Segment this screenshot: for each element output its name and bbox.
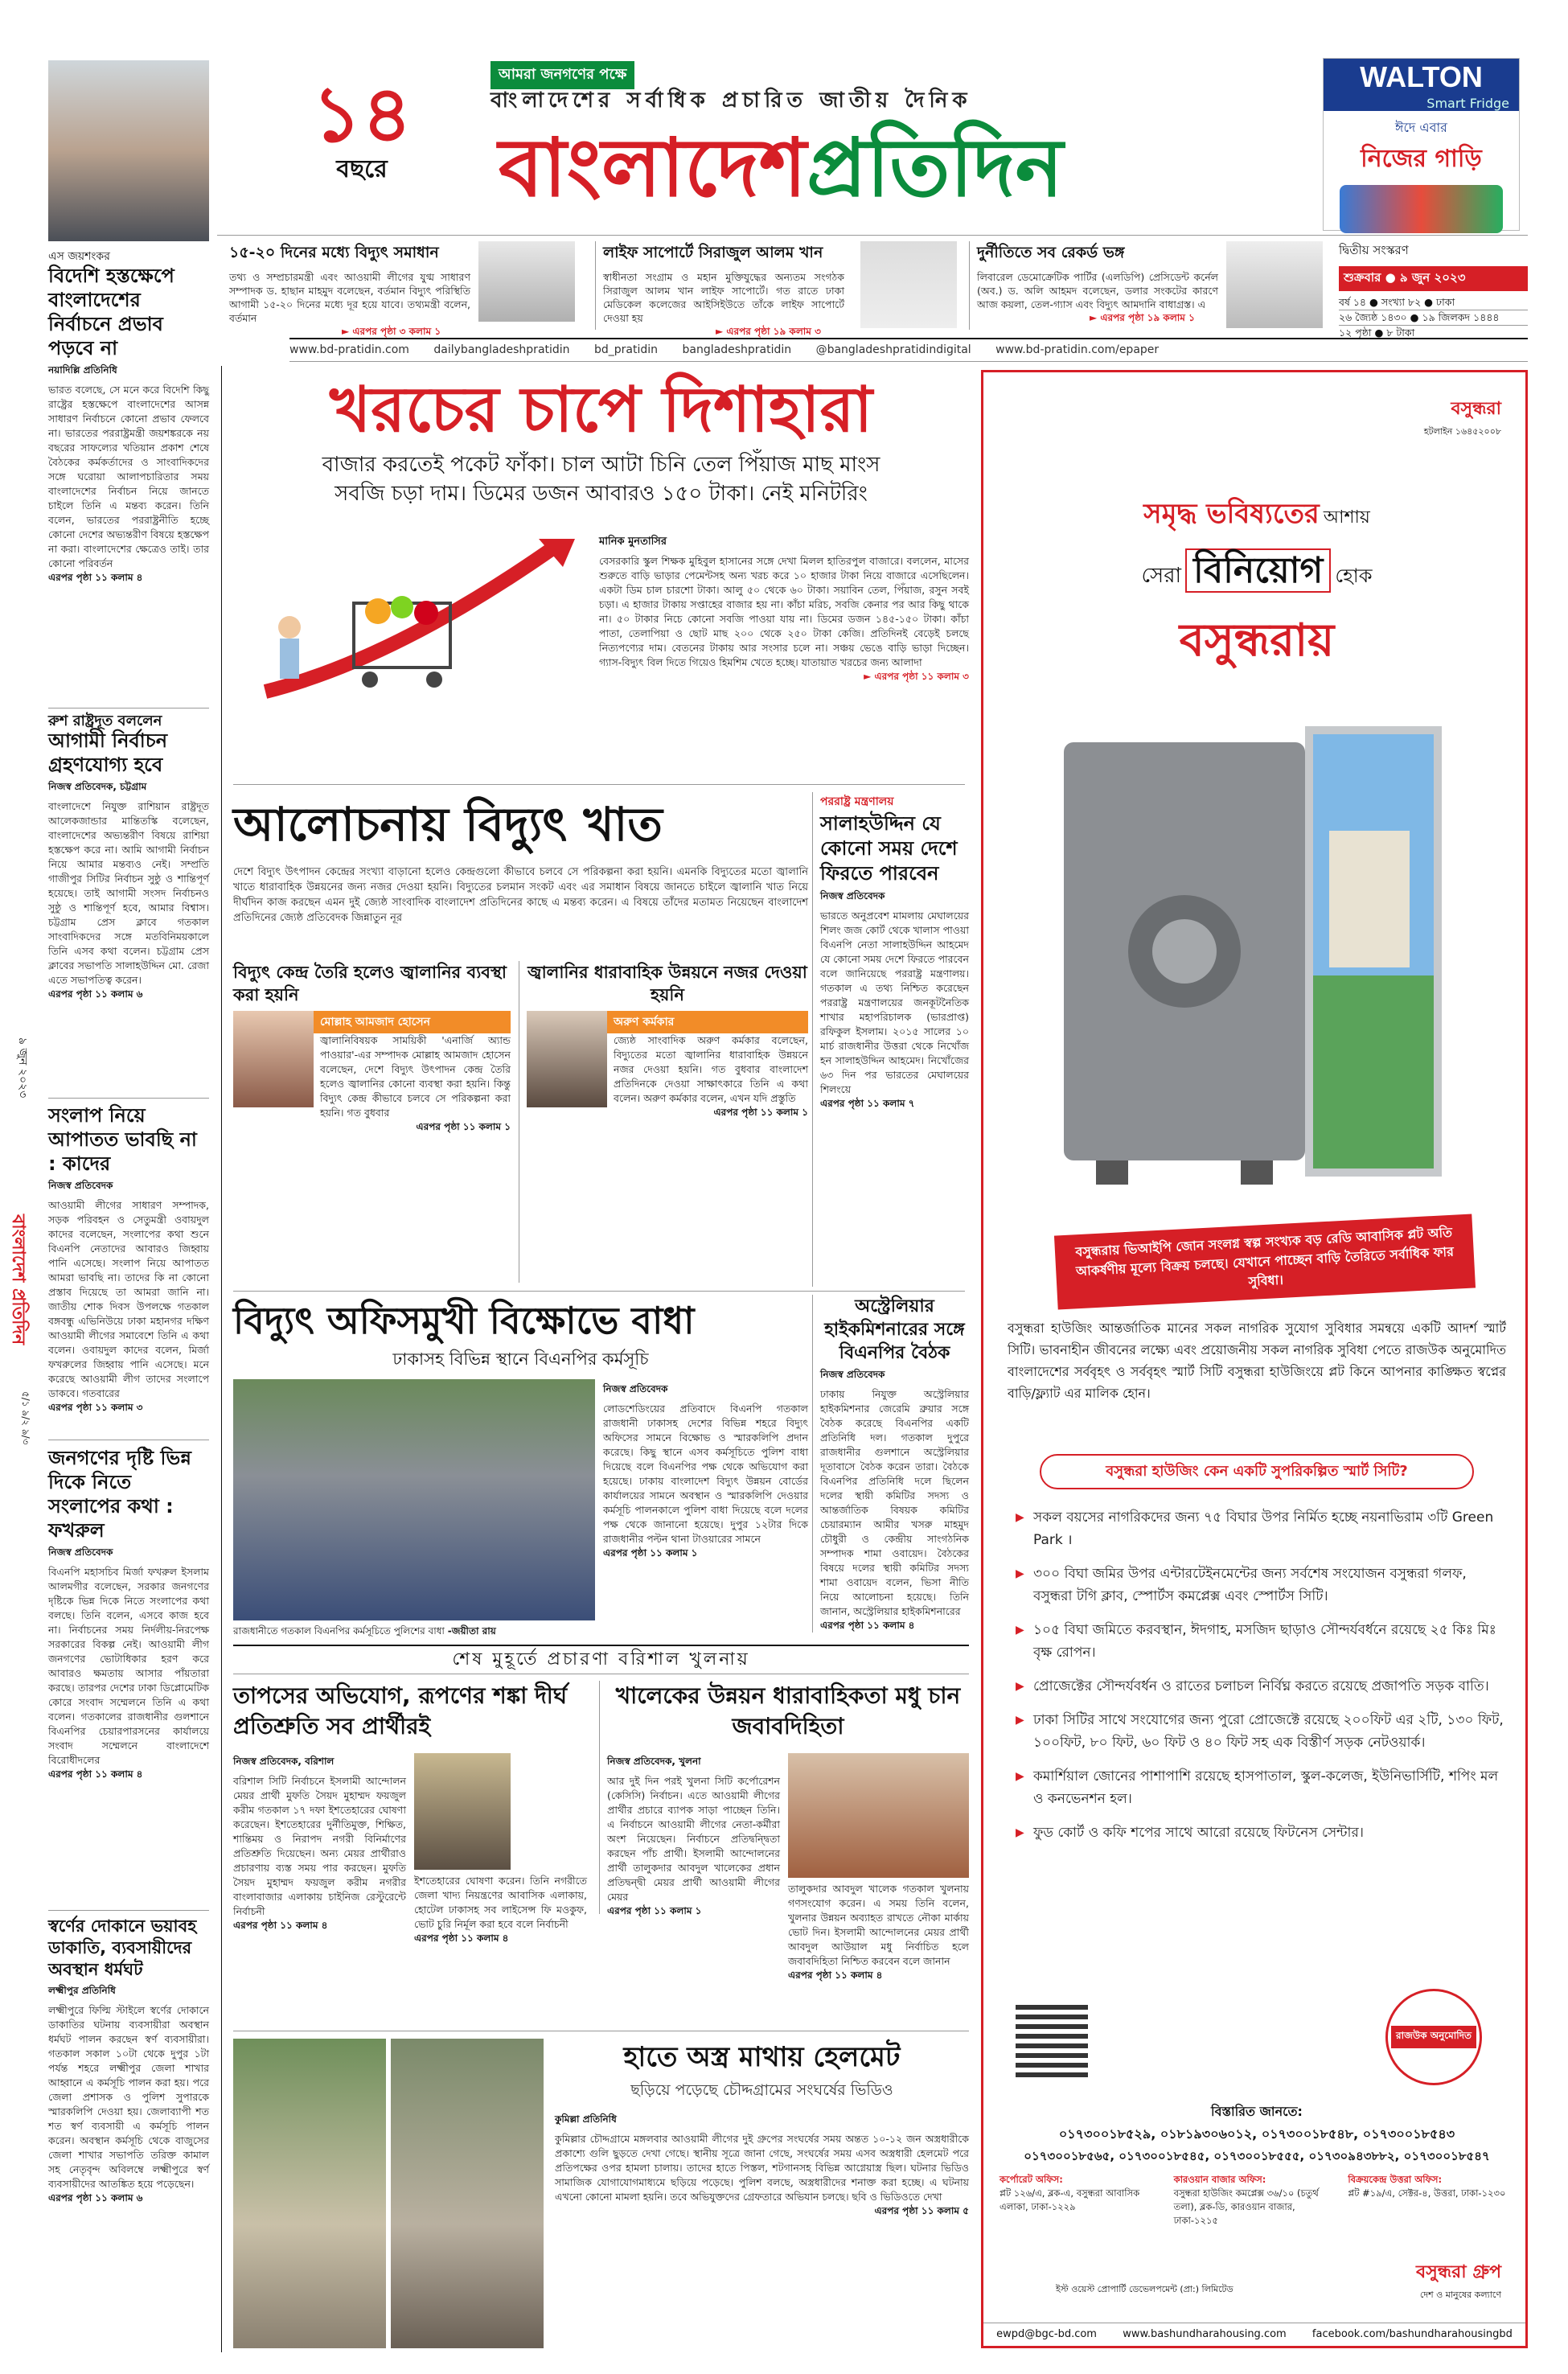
website-link[interactable]: www.bd-pratidin.com xyxy=(289,343,409,356)
amjad-photo xyxy=(233,1011,314,1107)
ad-contact xyxy=(983,2101,1530,2228)
jaishankar-photo xyxy=(48,60,209,241)
s4-body: বিএনপি মহাসচিব মির্জা ফখরুল ইসলাম আলমগীর বলেছেন, সরকার জনগণের দৃষ্টিকে ভিন্ন দিকে নিতে সংলাপের কথা বলছে। তিনি বলেন, এসবে কাজ হবে না। নির্বাচনের সময় নির্দলীয়-নিরপেক্ষ সরকারের বিকল্প নেই। আওয়ামী লীগ জনগণের ভোটাধিকার হরণ করে আবারও ক্ষমতায় আসার পাঁয়তারা করছে। তারপর দেশের ঢাকা ডিপ্লোমেটিক কোরে সংবাদ সম্মেলনে তিনি এ কথা বলেন। গতকালের রাজধানীর গুলশানে বিএনপির চেয়ারপারসনের কার্যালয়ে সংবাদ সম্মেলনে বাংলাদেশে বিরোধীদলের xyxy=(48,1566,209,1766)
s4-byline: নিজস্ব প্রতিবেদক xyxy=(48,1546,113,1558)
s5-byline: লক্ষ্মীপুর প্রতিনিধি xyxy=(48,1985,116,1996)
facebook-link[interactable]: dailybangladeshpratidin xyxy=(433,343,570,356)
office-3-address: প্লট #১৯/এ, সেক্টর-৪, উত্তরা, ঢাকা-১২৩০ xyxy=(1348,2187,1506,2199)
office-1-heading: কর্পোরেট অফিস: xyxy=(999,2174,1063,2185)
s2-body: বাংলাদেশে নিযুক্ত রাশিয়ান রাষ্ট্রদূত আলেকজান্ডার মান্তিতস্কি বলেছেন, বাংলাদেশের অভ্যন্তরীণ বিষয়ে রাশিয়া হস্তক্ষেপ করে না। আমি আগামী নির্বাচন নিয়ে আমার মন্তব্যও নেই। সম্প্রতি গাজীপুর সিটির নির্বাচন সুষ্ঠু ও শান্তিপূর্ণ হয়েছে। তাই আগামী সংসদ নির্বাচনও সুষ্ঠু ও শান্তিপূর্ণ হবে, আমার বিশ্বাস। চট্টগ্রাম প্রেস ক্লাবে গতকাল সাংবাদিকদের সঙ্গে মতবিনিময়কালে তিনি এসব কথা বলেন। চট্টগ্রাম প্রেস ক্লাবের সভাপতি সালাহউদ্দিন মো. রেজা এতে সভাপতিত্ব করেন। xyxy=(48,800,209,986)
teaser-3-body: লিবারেল ডেমোক্রেটিক পার্টির (এলডিপি) প্রেসিডেন্ট কর্নেল (অব.) ড. অলি আহমদ বলেছেন, ডলার সংকটের কারণে আজ কয়লা, তেল-গ্যাস এবং বিদ্যুৎ আমদানি বাধাগ্রস্ত। এ xyxy=(977,271,1218,310)
s1-byline: নয়াদিল্লি প্রতিনিধি xyxy=(48,364,117,376)
khulna-photo xyxy=(788,1753,969,1878)
s3-title[interactable]: সংলাপ নিয়ে আপাতত ভাবছি না : কাদের xyxy=(48,1104,197,1175)
barishal-jump: এরপর পৃষ্ঠা ১১ কলাম ৪ xyxy=(233,1920,328,1931)
salahuddin-title[interactable]: সালাহউদ্দিন যে কোনো সময় দেশে ফিরতে পারবেন xyxy=(820,812,958,885)
instagram-link[interactable]: bangladeshpratidin xyxy=(682,343,792,356)
s2-kicker: রুশ রাষ্ট্রদূত বললেন xyxy=(48,713,162,729)
ad-tag2a: সেরা xyxy=(1141,564,1182,588)
s3-jump: এরপর পৃষ্ঠা ১১ কলাম ৩ xyxy=(48,1402,143,1413)
khulna-col-b xyxy=(788,1882,969,1985)
ad-web[interactable]: www.bashundharahousing.com xyxy=(1123,2328,1287,2340)
teaser-3-photo xyxy=(1226,241,1323,328)
s2-byline: নিজস্ব প্রতিবেদক, চট্টগ্রাম xyxy=(48,781,147,792)
walton-brand: WALTON xyxy=(1324,59,1519,96)
office-2-address: বসুন্ধরা হাউজিং কমপ্লেক্স ৩৬/১০ (চতুর্থ তলা), ব্লক-ডি, কারওয়ান বাজার, ঢাকা-১২১৫ xyxy=(1173,2187,1319,2226)
teaser-3-jump: ► এরপর পৃষ্ঠা ১৯ কলাম ১ xyxy=(1090,312,1195,323)
edition-line3: ১২ পৃষ্ঠা ● ৮ টাকা xyxy=(1339,327,1415,339)
spine-text: বাংলাদেশ প্রতিদিন xyxy=(8,1214,28,1345)
armed-man-photo-2 xyxy=(391,2039,544,2348)
australia-jump: এরপর পৃষ্ঠা ১১ কলাম ৪ xyxy=(820,1620,915,1631)
walton-product: Smart Fridge xyxy=(1324,96,1519,111)
teaser-1-body: তথ্য ও সম্প্রচারমন্ত্রী এবং আওয়ামী লীগের যুগ্ম সাধারণ সম্পাদক ড. হাছান মাহমুদ বলেছেন, বর্তমান বিদ্যুৎ পরিস্থিতি আগামী ১৫-২০ দিনের মধ্যে দূর হয়ে যাবে। তথ্যমন্ত্রী বলেন, বর্তমান xyxy=(229,271,470,324)
power-body-1: জ্বালানিবিষয়ক সাময়িকী 'এনার্জি অ্যান্ড পাওয়ার'-এর সম্পাদক মোল্লাহ আমজাদ হোসেন বলেছেন, দেশে বিদ্যুৎ উৎপাদন কেন্দ্র তৈরি হলেও জ্বালানির কোনো ব্যবস্থা করা হয়নি। কিন্তু বিদ্যুৎ কেন্দ্র কীভাবে চলবে সে পরিকল্পনা করা হয়নি। গত বুধবার xyxy=(320,1034,511,1119)
barishal-body: বরিশাল সিটি নির্বাচনে ইসলামী আন্দোলন মেয়র প্রার্থী মুফতি সৈয়দ মুহাম্মদ ফয়জুল করীম গতকাল ১৭ দফা ইশতেহারের ঘোষণা করেছেন। ইশতেহারের দুর্নীতিমুক্ত, শিক্ষিত, শান্তিময় ও নিরাপদ নগরী বিনির্মাণের প্রতিশ্রুতি দিয়েছেন। অন্য মেয়র প্রার্থীরাও প্রচারণায় ব্যস্ত সময় পার করছেন। মুফতি সৈয়দ মুহাম্মদ ফয়জুল করীম নগরীর বাংলাবাজার এলাকায় চাইনিজ রেস্টুরেন্টে নির্বাচনী xyxy=(233,1775,406,1917)
walton-line1: ঈদে এবার xyxy=(1395,120,1447,135)
salahuddin-story[interactable] xyxy=(820,792,969,1113)
weapons-body: কুমিল্লার চৌদ্দগ্রামে মঙ্গলবার আওয়ামী লীগের দুই গ্রুপের সংঘর্ষের সময় অন্তত ১০-১২ জন অস্ত্রধারীকে প্রকাশ্যে গুলি ছুড়তে দেখা গেছে। স্থানীয় সূত্রে জানা গেছে, সংঘর্ষের সময় এসব অস্ত্রধারী হেলমেট পরে প্রতিপক্ষের ওপর হামলা চালায়। তাদের হাতে পিস্তল, শটগানসহ বিভিন্ন আগ্নেয়াস্ত্র ছিল। ঘটনার ভিডিও সামাজিক যোগাযোগমাধ্যমে ছড়িয়ে পড়েছে। পুলিশ বলছে, অস্ত্রধারীদের শনাক্ত করা হচ্ছে। এ ঘটনায় এখনো কোনো মামলা হয়নি। তবে অভিযুক্তদের গ্রেফতারে অভিযান চলছে। ছবি ও ভিডিওতে দেখা xyxy=(555,2133,969,2203)
power-story[interactable] xyxy=(233,792,808,1287)
office-3 xyxy=(1348,2173,1514,2228)
anniversary-text: বছরে xyxy=(336,155,388,183)
tagline: বাংলাদেশের সর্বাধিক প্রচারিত জাতীয় দৈনিক xyxy=(491,88,972,113)
teaser-1-title[interactable]: ১৫-২০ দিনের মধ্যে বিদ্যুৎ সমাধান xyxy=(229,244,439,261)
ad-group-tag: দেশ ও মানুষের কল্যাণে xyxy=(1419,2290,1501,2300)
khulna-body-b: তালুকদার আবদুল খালেক গতকাল খুলনায় গণসংযোগ করেন। এ সময় তিনি বলেন, খুলনার উন্নয়ন অব্যাহত রাখতে নৌকা মার্কায় ভোট দিন। ইসলামী আন্দোলনের মেয়র প্রার্থী আবদুল আউয়াল মধু নির্বাচিত হলে জবাবদিহিতা নিশ্চিত করবেন বলে জানান xyxy=(788,1883,969,1967)
s4-title[interactable]: জনগণের দৃষ্টি ভিন্ন দিকে নিতে সংলাপের কথা : ফখরুল xyxy=(48,1447,191,1542)
australia-title[interactable]: অস্ট্রেলিয়ার হাইকমিশনারের সঙ্গে বিএনপির বৈঠক xyxy=(824,1296,965,1363)
australia-byline: নিজস্ব প্রতিবেদক xyxy=(820,1369,885,1380)
lead-jump: ► এরপর পৃষ্ঠা ১১ কলাম ৩ xyxy=(864,671,969,682)
spine-pages: ৫/১ ৯/২ ৯/৩ xyxy=(20,1391,31,1445)
protest-byline: নিজস্ব প্রতিবেদক xyxy=(603,1383,668,1394)
lead-story[interactable] xyxy=(233,370,969,772)
edition-line1: বর্ষ ১৪ ● সংখ্যা ৮২ ● ঢাকা xyxy=(1339,295,1528,310)
edition-label: দ্বিতীয় সংস্করণ xyxy=(1339,243,1409,257)
name-part-2: প্রতিদিন xyxy=(807,120,1064,215)
office-1 xyxy=(999,2173,1166,2228)
barishal-title[interactable]: তাপসের অভিযোগ, রূপণের শঙ্কা দীর্ঘ প্রতিশ্রুতি সব প্রার্থীরই xyxy=(233,1682,568,1739)
contact-title: বিস্তারিত জানতে: xyxy=(1211,2104,1303,2119)
vault-illustration xyxy=(1048,710,1466,1193)
ad-feature-7: ▶ ফুড কোর্ট ও কফি শপের সাথে আরো রয়েছে ফিটনেস সেন্টার। xyxy=(1016,1822,1506,1844)
lead-body: বেসরকারি স্কুল শিক্ষক মুহিবুল হাসানের সঙ্গে দেখা মিলল হাতিরপুল বাজারে। বললেন, মাসের শুরুতে বাড়ি ভাড়ার পেমেন্টসহ অন্য খরচ করে ১০ হাজার টাকা নিয়ে বাজারে এসেছিলেন। একটা ডিম চাল চারশো টাকা। আলু ৫০ থেকে ৬০ টাকা। সয়াবিন তেল, পিঁয়াজ, রসুন সবই চড়া। এ হাজার টাকায় সপ্তাহের বাজার হয় না। কাঁচা মরিচ, সবজি কেনার পর আর কিছু থাকে না। ৫০ টাকার নিচে কোনো সবজি পাওয়া যায় না। ডিমের ডজন ১৪৫-১৫০ টাকা। কাঁচা পাতা, তেলাপিয়া ও ছোট মাছ ২০০ থেকে ২৫০ টাকা কেজি। প্রতিদিনই বেড়েই চলছে নিত্যপণ্যের দাম। বেতনের টাকায় আর সংসার চলে না। সঞ্চয় ভেঙে বাড়ি ভাড়া দিচ্ছেন। গ্যাস-বিদ্যুৎ বিল দিতে গিয়েও হিমশিম খেতে হচ্ছে। যাতায়াত খরচের জন্য আলাদা xyxy=(599,555,969,668)
s2-title[interactable]: আগামী নির্বাচন গ্রহণযোগ্য হবে xyxy=(48,729,168,776)
s5-jump: এরপর পৃষ্ঠা ১১ কলাম ৬ xyxy=(48,2192,143,2204)
s3-byline: নিজস্ব প্রতিবেদক xyxy=(48,1180,113,1191)
ad-company: ইস্ট ওয়েস্ট প্রোপার্টি ডেভেলপমেন্ট (প্রা:) লিমিটেড xyxy=(1056,2284,1233,2294)
teaser-2-body: স্বাধীনতা সংগ্রাম ও মহান মুক্তিযুদ্ধের অন্যতম সংগঠক সিরাজুল আলম খান লাইফ সাপোর্টে। গত রাতে ঢাকা মেডিকেল কলেজের আইসিইউতে তাঁকে লাইফ সাপোর্টে দেওয়া হয় xyxy=(603,271,844,324)
s1-kicker: এস জয়শংকর xyxy=(48,250,110,263)
masthead xyxy=(217,56,1311,241)
power-name-2: অরুণ কর্মকার xyxy=(527,1011,808,1033)
ad-tagline xyxy=(983,493,1530,681)
lead-deck-1: বাজার করতেই পকেট ফাঁকা। চাল আটা চিনি তেল পিঁয়াজ মাছ মাংস xyxy=(322,453,880,477)
ad-tag1: সমৃদ্ধ ভবিষ্যতের xyxy=(1143,498,1320,530)
sidebar-story-5[interactable] xyxy=(48,1916,209,2208)
australia-story[interactable] xyxy=(820,1295,969,1635)
protest-caption-text: রাজধানীতে গতকাল বিএনপির কর্মসূচিতে পুলিশের বাধা xyxy=(233,1625,445,1637)
weapons-story[interactable] xyxy=(233,2039,969,2352)
teaser-3[interactable] xyxy=(977,241,1331,330)
office-1-address: প্লট ১২৬/এ, ব্লক-এ, বসুন্ধরা আবাসিক এলাকা, ঢাকা-১২২৯ xyxy=(999,2187,1140,2212)
contact-phones-2[interactable]: ০১৭৩০০১৮৫৬৫, ০১৭৩০০১৮৫৪৫, ০১৭৩০০১৮৫৫৫, ০১৭৩০৯৪৩৮৮২, ০১৭৩০০১৮৫৪৭ xyxy=(1024,2149,1490,2163)
ad-feature-list xyxy=(1016,1506,1506,1855)
qr-code-icon xyxy=(1016,2005,1088,2077)
ad-hotline: হটলাইন ১৬৪৫২০০৮ xyxy=(1423,426,1501,437)
lead-byline: মানিক মুনতাসির xyxy=(599,536,667,548)
weapons-title[interactable]: হাতে অস্ত্র মাথায় হেলমেট xyxy=(623,2041,901,2073)
salahuddin-byline: নিজস্ব প্রতিবেদক xyxy=(820,890,885,902)
teaser-1-jump: ► এরপর পৃষ্ঠা ৩ কলাম ১ xyxy=(342,326,441,337)
protest-title[interactable]: বিদ্যুৎ অফিসমুখী বিক্ষোভে বাধা xyxy=(233,1299,695,1342)
power-name-1: মোল্লাহ আমজাদ হোসেন xyxy=(233,1011,511,1033)
power-body-2: জ্যেষ্ঠ সাংবাদিক অরুণ কর্মকার বলেছেন, বিদ্যুতের মতো জ্বালানির ধারাবাহিক উন্নয়নে নজর দেওয়া হয়নি। গত বুধবার বাংলাদেশ প্রতিদিনকে দেওয়া সাক্ষাৎকারে তিনি এ কথা বলেন। অরুণ কর্মকার বলেন, এখন যদি প্রস্তুতি xyxy=(614,1034,808,1104)
s1-title[interactable]: বিদেশি হস্তক্ষেপে বাংলাদেশের নির্বাচনে প্রভাব পড়বে না xyxy=(48,265,174,359)
sidebar-story-3[interactable] xyxy=(48,1103,209,1417)
khulna-jump: এরপর পৃষ্ঠা ১১ কলাম ১ xyxy=(607,1905,702,1916)
rajuk-seal xyxy=(1385,1989,1482,2085)
ad-tag1b: আশায় xyxy=(1323,507,1370,528)
salahuddin-body: ভারতে অনুপ্রবেশ মামলায় মেঘালয়ের শিলং জজ কোর্ট থেকে খালাস পাওয়া বিএনপি নেতা সালাহউদ্দিন আহমেদ যে কোনো সময় দেশে ফিরতে পারবেন বলে জানিয়েছে পররাষ্ট্র মন্ত্রণালয়। গতকাল এ তথ্য নিশ্চিত করেছেন পররাষ্ট্র মন্ত্রণালয়ের জনকূটনৈতিক শাখার মহাপরিচালক (ভারপ্রাপ্ত) রফিকুল ইসলাম। ২০১৫ সালের ১০ মার্চ রাজধানীর উত্তরা থেকে নিখোঁজ হন সালাহউদ্দিন আহমেদ। নিখোঁজের ৬৩ দিন পর ভারতের মেঘালয়ের শিলংয়ে xyxy=(820,910,969,1095)
protest-story[interactable] xyxy=(233,1295,808,1745)
rajuk-seal-text: রাজউক অনুমোদিত xyxy=(1391,2026,1476,2048)
power-col-1 xyxy=(233,961,511,1136)
masthead-rule xyxy=(217,235,1528,236)
teaser-3-title[interactable]: দুর্নীতিতে সব রেকর্ড ভঙ্গ xyxy=(977,244,1125,261)
walton-car-image xyxy=(1340,185,1503,233)
barishal-col-a xyxy=(233,1752,406,1935)
ad-feature-5: ▶ ঢাকা সিটির সাথে সংযোগের জন্য পুরো প্রোজেক্টে রয়েছে ২০০ফিট এর ২টি, ১৩০ ফিট, ১০০ফিট, ৮০ ফিট, ৬০ ফিট ও ৪০ ফিট সহ এক বিস্তীর্ণ সড়ক নেটওয়ার্ক। xyxy=(1016,1709,1506,1754)
salahuddin-jump: এরপর পৃষ্ঠা ১১ কলাম ৭ xyxy=(820,1098,915,1109)
khulna-jump-b: এরপর পৃষ্ঠা ১১ কলাম ৪ xyxy=(788,1969,883,1981)
youtube-link[interactable]: @bangladeshpratidindigital xyxy=(815,343,971,356)
tagline-box: আমরা জনগণের পক্ষে xyxy=(491,61,634,89)
s1-jump: এরপর পৃষ্ঠা ১১ কলাম ৪ xyxy=(48,572,143,583)
teaser-1[interactable] xyxy=(229,241,591,337)
lead-deck-2: সবজি চড়া দাম। ডিমের ডজন আবারও ১৫০ টাকা। নেই মনিটরিং xyxy=(335,482,868,506)
protest-body: লোডশেডিংয়ের প্রতিবাদে বিএনপি গতকাল রাজধানী ঢাকাসহ দেশের বিভিন্ন শহরে বিদ্যুৎ অফিসের সামনে বিক্ষোভ ও স্মারকলিপি প্রদান করেছে। কিছু স্থানে এসব কর্মসূচিতে পুলিশ বাধা দিয়েছে বলে বিএনপির পক্ষ থেকে অভিযোগ করা হয়েছে। ঢাকায় বাংলাদেশ বিদ্যুৎ উন্নয়ন বোর্ডের কার্যালয়ের সামনে অবস্থান ও স্মারকলিপি দেওয়ার কর্মসূচি পালনকালে পুলিশ বাধা দিয়েছে বলে দলের পক্ষ থেকে জানানো হয়েছে। দুপুর ১২টার দিকে রাজধানীর পল্টন থানা টাওয়ারের সামনে xyxy=(603,1403,808,1545)
s5-body: লক্ষ্মীপুরে ফিল্মি স্টাইলে স্বর্ণের দোকানে ডাকাতির ঘটনায় ব্যবসায়ীরা অবস্থান ধর্মঘট পালন করছেন স্বর্ণ ব্যবসায়ীরা। গতকাল সকাল ১০টা থেকে দুপুর ১টা পর্যন্ত শহরে লক্ষ্মীপুর জেলা শাখার আহ্বানে এ কর্মসূচি পালন করা হয়। পরে জেলা প্রশাসক ও পুলিশ সুপারকে স্মারকলিপি দেওয়া হয়। জেলাব্যাপী শত শত স্বর্ণ ব্যবসায়ী এ কর্মসূচি পালন করেন। অবস্থান কর্মসূচি থেকে বাজুসের জেলা শাখার সভাপতি তরিক্ত কামাল সহ নেতৃবৃন্দ অবিলম্বে লক্ষ্মীপুরে স্বর্ণ ব্যবসায়ীদের আতঙ্কিত হয়ে পড়েছেন। xyxy=(48,2004,209,2190)
ad-tag2c: হোক xyxy=(1335,565,1373,587)
name-part-1: বাংলাদেশ xyxy=(499,120,807,215)
walton-line2: নিজের গাড়ি xyxy=(1361,145,1482,173)
australia-body: ঢাকায় নিযুক্ত অস্ট্রেলিয়ার হাইকমিশনার জেরেমি ব্রুয়ার সঙ্গে বৈঠক করেছে বিএনপির একটি প্রতিনিধি দল। গতকাল দুপুরে রাজধানীর গুলশানে অস্ট্রেলিয়ার দূতাবাসে বৈঠক করেন তারা। বৈঠকে বিএনপির প্রতিনিধি দলে ছিলেন দলের স্থায়ী কমিটির সদস্য ও আন্তর্জাতিক বিষয়ক কমিটির চেয়ারম্যান আমীর খসরু মাহমুদ চৌধুরী ও কেন্দ্রীয় সাংগঠনিক সম্পাদক শামা ওবায়েদ। বৈঠকের বিষয়ে দলের স্থায়ী কমিটির সদস্য শামা ওবায়েদ বলেন, ভিসা নীতি নিয়ে আলোচনা হয়েছে। তিনি জানান, অস্ট্রেলিয়ার হাইকমিশনারের xyxy=(820,1388,969,1617)
ad-tag3: বসুন্ধরায় xyxy=(1179,614,1335,667)
armed-man-photo-1 xyxy=(233,2039,386,2348)
edition-info xyxy=(1339,241,1528,340)
teaser-2[interactable] xyxy=(603,241,965,337)
weapons-byline: কুমিল্লা প্রতিনিধি xyxy=(555,2113,617,2125)
ad-footer xyxy=(983,2323,1525,2346)
arun-photo xyxy=(527,1011,607,1107)
barishal-col-b xyxy=(414,1874,587,1948)
s1-body: ভারত বলেছে, সে মনে করে বিদেশি কিছু রাষ্ট্রের হস্তক্ষেপে বাংলাদেশের আসন্ন সাধারণ নির্বাচনে কোনো প্রভাব ফেলবে না। ভারতের পররাষ্ট্রমন্ত্রী জয়শঙ্করকে নয় বছরের সাফল্যের খতিয়ান প্রকাশ শেষে বৈঠকের কর্মকর্তাদের ও সাংবাদিকদের সঙ্গে ঘরোয়া আলাপচারিতার সময় বাংলাদেশের নির্বাচন নিয়ে জানতে চাইলে তিনি এ মন্তব্য করেন। তিনি বলেন, ভারতের পররাষ্ট্রনীতি হচ্ছে কোনো দেশের অভ্যন্তরীণ বিষয়ে হস্তক্ষেপ না করা। বাংলাদেশের ক্ষেত্রেও তাই। তার কোনো পরিবর্তন xyxy=(48,384,209,569)
power-sub-2[interactable]: জ্বালানির ধারাবাহিক উন্নয়নে নজর দেওয়া হয়নি xyxy=(527,963,807,1004)
barishal-body-b: ইশতেহারের ঘোষণা করেন। তিনি নগরীতে জেলা খাদ্য নিয়ন্ত্রণের আবাসিক এলাকায়, হোটেল ঢাকাসহ সব লাইসেন্স ফি মওকুফ, ভোট চুরি নির্মূল করা হবে বলে নির্বাচনী xyxy=(414,1875,587,1930)
salahuddin-kicker: পররাষ্ট্র মন্ত্রণালয় xyxy=(820,795,894,808)
barishal-jump-b: এরপর পৃষ্ঠা ১১ কলাম ৪ xyxy=(414,1932,509,1944)
protest-photo xyxy=(233,1379,595,1620)
anniversary-logo xyxy=(298,68,426,195)
power-jump-2: এরপর পৃষ্ঠা ১১ কলাম ১ xyxy=(713,1107,808,1118)
power-col-2 xyxy=(527,961,808,1122)
khulna-byline: নিজস্ব প্রতিবেদক, খুলনা xyxy=(607,1756,701,1767)
power-title[interactable]: আলোচনায় বিদ্যুৎ খাত xyxy=(233,797,663,852)
ad-feature-3: ▶ ১০৫ বিঘা জমিতে করবস্থান, ঈদগাহ, মসজিদ ছাড়াও সৌন্দর্যবর্ধনে রয়েছে ২৫ কিঃ মিঃ বৃক্ষ রোপন। xyxy=(1016,1619,1506,1664)
spine-date: ৯ জুন ২০২৩ xyxy=(16,1037,29,1099)
teaser-2-jump: ► এরপর পৃষ্ঠা ১৯ কলাম ৩ xyxy=(716,326,821,337)
power-jump-1: এরপর পৃষ্ঠা ১১ কলাম ১ xyxy=(416,1121,511,1132)
office-2-heading: কারওয়ান বাজার অফিস: xyxy=(1173,2174,1266,2185)
elections-banner: শেষ মুহূর্তে প্রচারণা বরিশাল খুলনায় xyxy=(233,1645,969,1674)
lead-title[interactable]: খরচের চাপে দিশাহারা xyxy=(330,373,872,446)
office-3-heading: বিক্রয়কেন্দ্র উত্তরা অফিস: xyxy=(1348,2174,1443,2185)
ad-group-logo xyxy=(1416,2258,1501,2303)
ad-email[interactable]: ewpd@bgc-bd.com xyxy=(996,2328,1097,2340)
weapons-jump: এরপর পৃষ্ঠা ১১ কলাম ৫ xyxy=(874,2205,969,2216)
edition-line2: ২৬ জ্যৈষ্ঠ ১৪৩০ ● ১৯ জিলকদ ১৪৪৪ xyxy=(1339,310,1528,326)
protest-credit: -জয়ীতা রায় xyxy=(447,1625,496,1637)
s4-jump: এরপর পৃষ্ঠা ১১ কলাম ৪ xyxy=(48,1768,143,1780)
sidebar-story-4[interactable] xyxy=(48,1446,209,1784)
khulna-story[interactable] xyxy=(607,1681,969,1981)
edition-date: শুক্রবার ● ৯ জুন ২০২৩ xyxy=(1339,266,1528,291)
power-sub-1[interactable]: বিদ্যুৎ কেন্দ্র তৈরি হলেও জ্বালানির ব্যবস্থা করা হয়নি xyxy=(233,963,507,1004)
ad-facebook[interactable]: facebook.com/bashundharahousingbd xyxy=(1311,2328,1513,2340)
ad-group: বসুন্ধরা গ্রুপ xyxy=(1415,2262,1501,2282)
s2-jump: এরপর পৃষ্ঠা ১১ কলাম ৬ xyxy=(48,988,143,1000)
bashundhara-ad[interactable] xyxy=(981,370,1528,2348)
safe-vault-icon xyxy=(1048,710,1466,1193)
teaser-1-photo xyxy=(478,241,575,322)
spine xyxy=(8,909,40,1472)
ad-feature-4: ▶ প্রোজেক্টের সৌন্দর্যবর্ধন ও রাতের চলাচল নির্বিঘ্ন করতে রয়েছে প্রজাপতি সড়ক বাতি। xyxy=(1016,1675,1506,1698)
walton-ad[interactable] xyxy=(1323,58,1520,231)
twitter-link[interactable]: bd_pratidin xyxy=(594,343,659,356)
sidebar-story-1[interactable] xyxy=(48,249,209,587)
office-2 xyxy=(1174,2173,1340,2228)
protest-deck: ঢাকাসহ বিভিন্ন স্থানে বিএনপির কর্মসূচি xyxy=(392,1349,649,1369)
khulna-title[interactable]: খালেকের উন্নয়ন ধারাবাহিকতা মধু চান জবাবদিহিতা xyxy=(615,1682,961,1739)
ad-intro: বসুন্ধরা হাউজিং আন্তর্জাতিক মানের সকল নাগরিক সুযোগ সুবিধার সমন্বয়ে একটি আদর্শ স্মার্ট সিটি। ভাবনাহীন জীবনের লক্ষ্যে এবং প্রয়োজনীয় সকল নাগরিক সুবিধা পেতে রাজউক অনুমোদিত বাংলাদেশের সর্ববৃহৎ ও সর্ববৃহৎ স্মার্ট সিটি বসুন্ধরা হাউজিংয়ে প্লট কিনে আপনার কাঙ্ক্ষিত স্বপ্নের বাড়ি/ফ্ল্যাট এর মালিক হোন। xyxy=(1008,1320,1506,1401)
ad-brand-small: বসুন্ধরা xyxy=(1451,399,1501,419)
weapons-article xyxy=(555,2039,969,2220)
teaser-2-title[interactable]: লাইফ সাপোর্টে সিরাজুল আলম খান xyxy=(603,244,823,261)
khulna-body: আর দুই দিন পরই খুলনা সিটি কর্পোরেশন (কেসিসি) নির্বাচন। এতে আওয়ামী লীগের প্রার্থীর প্রচারে ব্যাপক সাড়া পাচ্ছেন তিনি। এ নির্বাচনে আওয়ামী লীগের নেতা-কর্মীরা অংশ নিয়েছেন। নির্বাচনে প্রতিদ্বন্দ্বিতা করছেন পাঁচ প্রার্থী। ইসলামী আন্দোলনের প্রার্থী তালুকদার আবদুল খালেকের প্রধান প্রতিদ্বন্দ্বী মেয়র প্রার্থী আওয়ামী লীগের মেয়র xyxy=(607,1775,780,1903)
teaser-2-photo xyxy=(860,241,957,328)
protest-jump: এরপর পৃষ্ঠা ১১ কলাম ১ xyxy=(603,1547,698,1559)
ad-feature-6: ▶ কমার্শিয়াল জোনের পাশাপাশি রয়েছে হাসপাতাল, স্কুল-কলেজ, ইউনিভার্সিটি, শপিং মল ও কনভেনশন হল। xyxy=(1016,1765,1506,1810)
barishal-byline: নিজস্ব প্রতিবেদক, বরিশাল xyxy=(233,1756,335,1767)
s3-body: আওয়ামী লীগের সাধারণ সম্পাদক, সড়ক পরিবহন ও সেতুমন্ত্রী ওবায়দুল কাদের বলেছেন, সংলাপের কথা শুনে বিএনপি নেতাদের আবারও জিহ্বায় পানি এসেছে। সংলাপ নিয়ে আপাতত আমরা ভাবছি না। তাদের কি না কোনো প্রস্তাব দিয়েছে তা আমরা জানি না। জাতীয় শোক দিবস উপলক্ষে গতকাল বঙ্গবন্ধু এভিনিউয়ে ঢাকা মহানগর দক্ষিণ আওয়ামী লীগের সমাবেশে তিনি এ কথা বলেন। ওবায়দুল কাদের বলেন, মির্জা ফখরুলের জিহ্বায় পানি এসেছে। মনে করেছে আওয়ামী লীগ তাদের সংলাপে ডাকবে। গতবারের xyxy=(48,1199,209,1399)
khulna-col-a xyxy=(607,1752,780,1920)
lead-article xyxy=(599,531,969,686)
weapons-deck: ছড়িয়ে পড়েছে চৌদ্দগ্রামের সংঘর্ষের ভিডিও xyxy=(630,2081,893,2099)
ad-brand-logo xyxy=(1424,395,1501,440)
ad-offer-ribbon: বসুন্ধরায় ভিআইপি জোন সংলগ্ন স্বল্প সংখ্যক বড় রেডি আবাসিক প্লট অতি আকর্ষণীয় মূল্যে বিক্রয় চলছে। যেখানে পাচ্ছেন বাড়ি তৈরিতে সর্বাধিক ফার সুবিধা। xyxy=(1054,1214,1476,1309)
protest-article xyxy=(603,1379,808,1563)
newspaper-name xyxy=(499,106,1303,215)
shopping-cart-arrow-icon xyxy=(233,531,587,716)
protest-caption xyxy=(233,1624,595,1641)
barishal-story[interactable] xyxy=(233,1681,595,1944)
ad-feature-2: ▶ ৩০০ বিঘা জমির উপর এন্টারটেইনমেন্টের জন্য সর্বশেষ সংযোজন বসুন্ধরা গলফ, বসুন্ধরা টগি ক্লাব, স্পোর্টস কমপ্লেক্স এবং স্পোর্টস সিটি। xyxy=(1016,1563,1506,1608)
ad-feature-1: ▶ সকল বয়সের নাগরিকদের জন্য ৭৫ বিঘার উপর নির্মিত হচ্ছে নয়নাভিরাম ৩টি Green Park । xyxy=(1016,1506,1506,1551)
anniversary-number: ১৪ xyxy=(311,68,413,159)
ad-tag2b: বিনিয়োগ xyxy=(1185,548,1331,593)
power-intro: দেশে বিদ্যুৎ উৎপাদন কেন্দ্রের সংখ্যা বাড়ানো হলেও কেন্দ্রগুলো কীভাবে চলবে সে পরিকল্পনা করা হয়নি। এমনকি বিদ্যুতের মতো জ্বালানি খাতে ধারাবাহিক উন্নয়নের জন্য নজর দেওয়া হয়নি। বিদ্যুতের চলমান সংকট এবং এর সমাধান বিষয়ে জানতে চাইলে জ্বালানি খাত নিয়ে দীর্ঘদিন কাজ করছেন এমন দুই জ্যেষ্ঠ সাংবাদিক বাংলাদেশ প্রতিদিনের কাছে এ মন্তব্য করেন। এ বিষয়ে তাঁদের মতামত নিয়েছেন বাংলাদেশ প্রতিদিনের জ্যেষ্ঠ প্রতিবেদক জিন্নাতুন নূর xyxy=(233,866,808,924)
epaper-link[interactable]: www.bd-pratidin.com/epaper xyxy=(995,343,1160,356)
social-bar xyxy=(289,338,1528,362)
sidebar-story-2[interactable] xyxy=(48,714,209,1004)
barishal-photo xyxy=(414,1753,511,1870)
s5-title[interactable]: স্বর্ণের দোকানে ভয়াবহ ডাকাতি, ব্যবসায়ীদের অবস্থান ধর্মঘট xyxy=(48,1916,197,1979)
contact-phones-1[interactable]: ০১৭৩০০১৮৫২৯, ০১৮১৯৩০৬০১২, ০১৭৩০০১৮৫৪৮, ০১৭৩০০১৮৫৪৩ xyxy=(1058,2126,1455,2142)
lead-illustration xyxy=(233,531,587,716)
ad-question: বসুন্ধরা হাউজিং কেন একটি সুপরিকল্পিত স্মার্ট সিটি? xyxy=(1040,1454,1474,1489)
